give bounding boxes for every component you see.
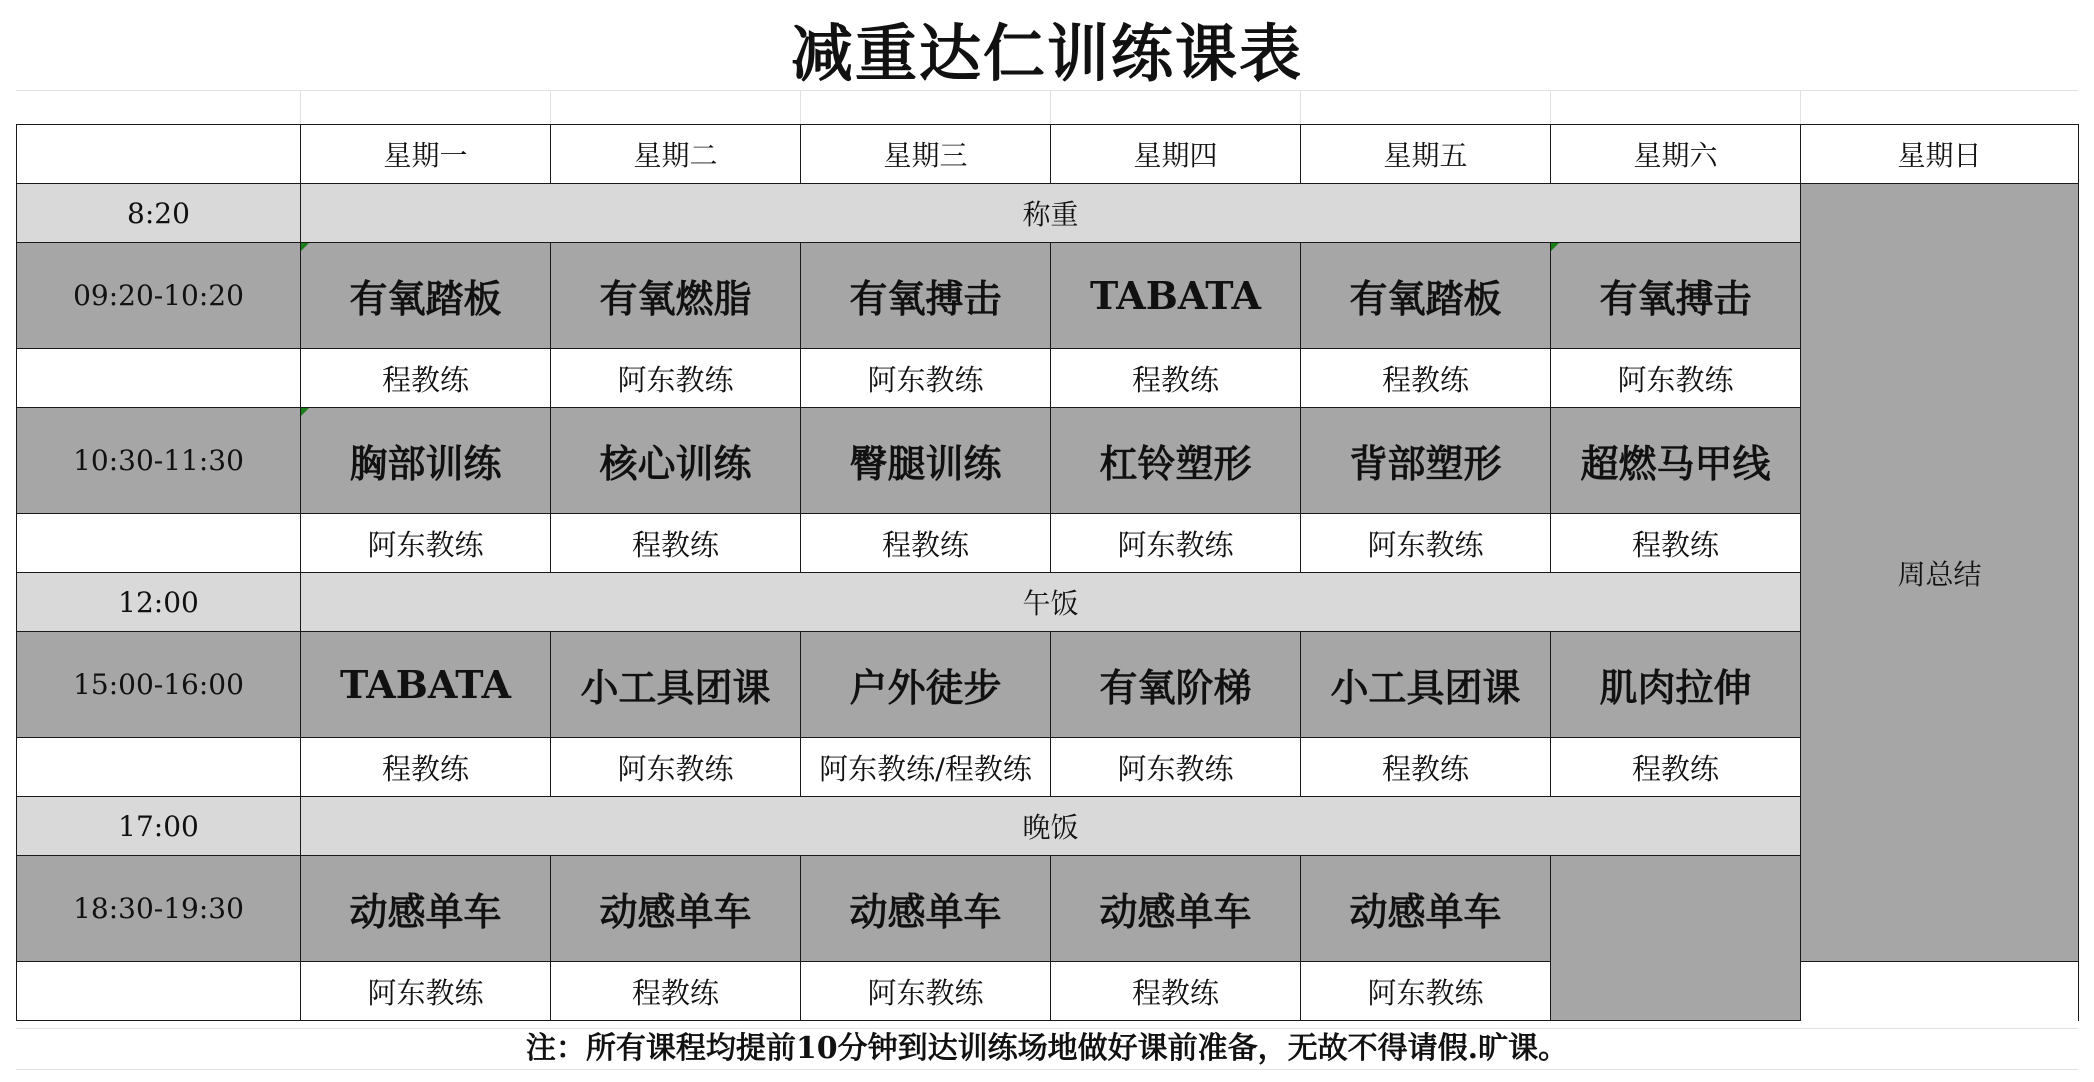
coach-cell: 程教练 <box>1051 962 1301 1021</box>
coach-row <box>17 738 2079 797</box>
coach-cell: 阿东教练 <box>801 349 1051 408</box>
day-header: 星期二 <box>551 125 801 184</box>
break-row <box>17 573 2079 632</box>
class-cell: 超燃马甲线 <box>1551 408 1801 514</box>
class-cell: TABATA <box>1051 243 1301 349</box>
class-cell: TABATA <box>301 632 551 738</box>
time-cell: 15:00-16:00 <box>17 632 301 738</box>
day-header: 星期一 <box>301 125 551 184</box>
coach-row <box>17 514 2079 573</box>
empty-cell <box>17 738 301 797</box>
class-cell: 杠铃塑形 <box>1051 408 1301 514</box>
class-row <box>17 243 2079 349</box>
break-label: 晚饭 <box>301 797 1801 856</box>
coach-cell: 程教练 <box>551 962 801 1021</box>
coach-cell: 阿东教练 <box>551 738 801 797</box>
class-cell: 有氧搏击 <box>801 243 1051 349</box>
coach-cell: 程教练 <box>1551 738 1801 797</box>
empty-cell <box>17 962 301 1021</box>
time-cell: 09:20-10:20 <box>17 243 301 349</box>
class-cell: 肌肉拉伸 <box>1551 632 1801 738</box>
sunday-summary: 周总结 <box>1801 184 2079 962</box>
day-header: 星期四 <box>1051 125 1301 184</box>
coach-cell: 程教练 <box>301 349 551 408</box>
corner-cell <box>17 125 301 184</box>
header-row <box>17 125 2079 184</box>
class-cell: 核心训练 <box>551 408 801 514</box>
class-cell: 动感单车 <box>551 856 801 962</box>
class-cell: 胸部训练 <box>301 408 551 514</box>
coach-cell: 阿东教练 <box>301 514 551 573</box>
coach-cell: 阿东教练 <box>801 962 1051 1021</box>
day-header: 星期五 <box>1301 125 1551 184</box>
coach-cell: 阿东教练 <box>1051 738 1301 797</box>
day-header: 星期日 <box>1801 125 2079 184</box>
time-cell: 17:00 <box>17 797 301 856</box>
footer-note: 注：所有课程均提前10分钟到达训练场地做好课前准备，无故不得请假.旷课。 <box>16 1028 2078 1070</box>
day-header: 星期六 <box>1551 125 1801 184</box>
coach-cell: 程教练 <box>1051 349 1301 408</box>
break-label: 称重 <box>301 184 1801 243</box>
class-cell: 动感单车 <box>801 856 1051 962</box>
class-cell: 有氧踏板 <box>301 243 551 349</box>
time-cell: 8:20 <box>17 184 301 243</box>
time-cell: 18:30-19:30 <box>17 856 301 962</box>
coach-cell: 程教练 <box>551 514 801 573</box>
class-cell: 有氧阶梯 <box>1051 632 1301 738</box>
day-header: 星期三 <box>801 125 1051 184</box>
coach-cell: 阿东教练 <box>301 962 551 1021</box>
class-cell: 有氧燃脂 <box>551 243 801 349</box>
empty-cell <box>17 514 301 573</box>
class-cell: 动感单车 <box>301 856 551 962</box>
break-row <box>17 184 2079 243</box>
class-cell: 小工具团课 <box>551 632 801 738</box>
class-row <box>17 856 2079 962</box>
empty-cell <box>17 349 301 408</box>
class-row <box>17 408 2079 514</box>
class-cell: 小工具团课 <box>1301 632 1551 738</box>
class-row <box>17 632 2079 738</box>
coach-cell: 阿东教练 <box>551 349 801 408</box>
empty-saturday-cell <box>1551 856 1801 1021</box>
break-row <box>17 797 2079 856</box>
coach-cell: 阿东教练 <box>1051 514 1301 573</box>
class-cell: 动感单车 <box>1301 856 1551 962</box>
schedule-title: 减重达仁训练课表 <box>790 17 1303 90</box>
class-cell: 背部塑形 <box>1301 408 1551 514</box>
coach-cell: 阿东教练 <box>1301 514 1551 573</box>
coach-cell: 阿东教练/程教练 <box>801 738 1051 797</box>
coach-row <box>17 349 2079 408</box>
schedule-table <box>16 124 2079 1021</box>
coach-cell: 程教练 <box>1301 349 1551 408</box>
coach-cell: 程教练 <box>1551 514 1801 573</box>
spacer-row <box>16 90 2078 126</box>
coach-cell: 程教练 <box>1301 738 1551 797</box>
class-cell: 动感单车 <box>1051 856 1301 962</box>
coach-cell: 阿东教练 <box>1301 962 1551 1021</box>
class-cell: 臀腿训练 <box>801 408 1051 514</box>
coach-cell: 程教练 <box>801 514 1051 573</box>
class-cell: 有氧踏板 <box>1301 243 1551 349</box>
break-label: 午饭 <box>301 573 1801 632</box>
class-cell: 有氧搏击 <box>1551 243 1801 349</box>
class-cell: 户外徒步 <box>801 632 1051 738</box>
coach-cell: 程教练 <box>301 738 551 797</box>
coach-cell: 阿东教练 <box>1551 349 1801 408</box>
time-cell: 12:00 <box>17 573 301 632</box>
time-cell: 10:30-11:30 <box>17 408 301 514</box>
